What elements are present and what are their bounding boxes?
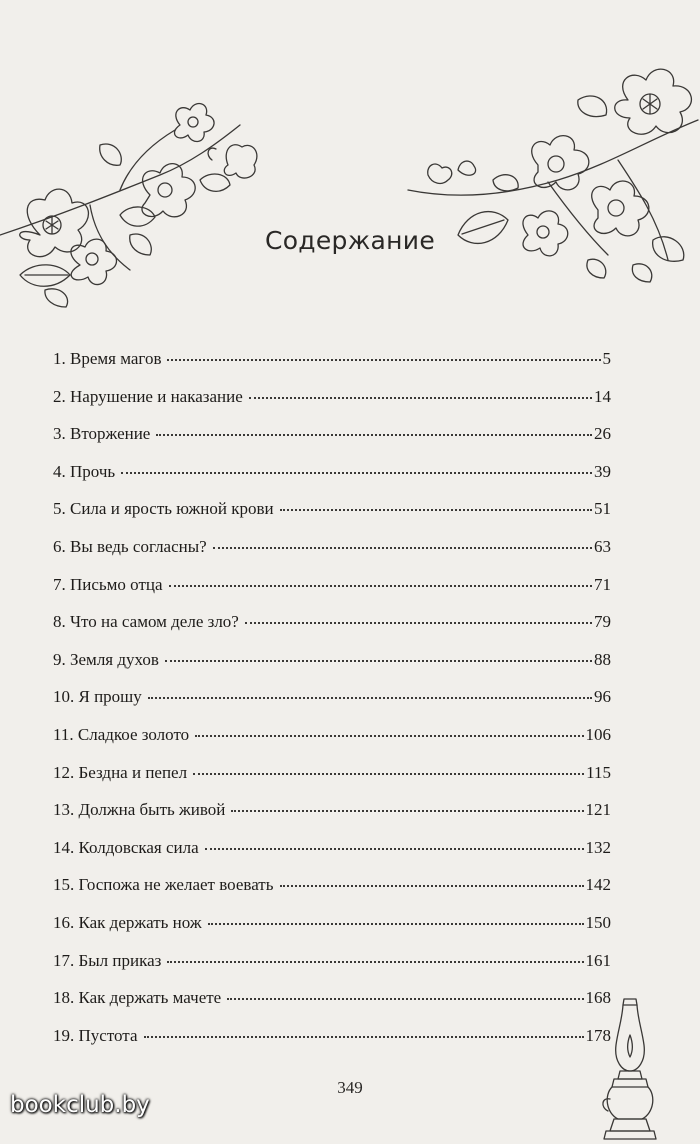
toc-entry-title: Как держать нож bbox=[78, 912, 202, 932]
toc-entry-page: 121 bbox=[585, 800, 611, 820]
toc-entry-title: Вторжение bbox=[70, 424, 151, 444]
toc-entry-page: 14 bbox=[594, 386, 611, 406]
toc-entry-page: 161 bbox=[585, 950, 611, 970]
toc-entry-title: Сладкое золото bbox=[77, 724, 190, 744]
toc-leader-dots bbox=[213, 530, 592, 549]
toc-entry-number: 4. bbox=[53, 461, 66, 481]
toc-entry-page: 115 bbox=[586, 762, 611, 782]
toc-entry bbox=[53, 571, 611, 609]
toc-entry bbox=[53, 721, 611, 759]
toc-entry-title: Нарушение и наказание bbox=[70, 386, 243, 406]
toc-entry-title: Земля духов bbox=[70, 649, 159, 669]
toc-leader-dots bbox=[249, 380, 592, 399]
toc-entry bbox=[53, 1022, 611, 1060]
toc-entry-page: 63 bbox=[594, 536, 611, 556]
toc-entry-title: Что на самом деле зло? bbox=[70, 612, 239, 632]
toc-entry-page: 178 bbox=[585, 1025, 611, 1045]
toc-entry-page: 51 bbox=[594, 499, 611, 519]
toc-entry bbox=[53, 383, 611, 421]
toc-leader-dots bbox=[227, 981, 583, 1000]
toc-leader-dots bbox=[167, 342, 600, 361]
magnolia-branch-left-icon bbox=[0, 85, 270, 310]
toc-entry bbox=[53, 909, 611, 947]
toc-entry bbox=[53, 796, 611, 834]
toc-entry-title: Бездна и пепел bbox=[78, 762, 188, 782]
toc-entry-page: 5 bbox=[602, 349, 611, 368]
toc-entry-number: 15. bbox=[53, 875, 75, 895]
toc-entry-title: Время магов bbox=[70, 349, 162, 368]
oil-lamp-icon bbox=[600, 995, 660, 1143]
toc-entry-title: Прочь bbox=[70, 461, 116, 481]
toc-entry-page: 150 bbox=[585, 912, 611, 932]
toc-entry-page: 132 bbox=[585, 837, 611, 857]
toc-entry-title: Госпожа не желает воевать bbox=[78, 875, 274, 895]
toc-leader-dots bbox=[280, 492, 592, 511]
toc-entry-title: Был приказ bbox=[78, 950, 162, 970]
toc-entry-number: 5. bbox=[53, 499, 66, 519]
toc-entry-page: 71 bbox=[594, 574, 611, 594]
toc-leader-dots bbox=[144, 1019, 584, 1038]
toc-entry bbox=[53, 608, 611, 646]
toc-entry-number: 11. bbox=[53, 724, 74, 744]
toc-entry-number: 6. bbox=[53, 536, 66, 556]
toc-entry bbox=[53, 420, 611, 458]
toc-entry bbox=[53, 533, 611, 571]
toc-entry bbox=[53, 834, 611, 872]
toc-entry-title: Как держать мачете bbox=[78, 988, 222, 1008]
page-title: Содержание bbox=[264, 226, 436, 255]
toc-entry-title: Пустота bbox=[78, 1025, 138, 1045]
toc-entry-title: Письмо отца bbox=[70, 574, 163, 594]
toc-entry-number: 16. bbox=[53, 912, 75, 932]
toc-entry-number: 19. bbox=[53, 1025, 75, 1045]
table-of-contents bbox=[53, 345, 611, 1059]
toc-leader-dots bbox=[156, 417, 592, 436]
toc-entry bbox=[53, 947, 611, 985]
toc-entry-title: Колдовская сила bbox=[78, 837, 199, 857]
toc-entry-page: 39 bbox=[594, 461, 611, 481]
toc-leader-dots bbox=[280, 868, 584, 887]
toc-entry-title: Должна быть живой bbox=[78, 800, 226, 820]
toc-entry-page: 168 bbox=[585, 988, 611, 1008]
toc-entry-page: 96 bbox=[594, 687, 611, 707]
toc-entry-number: 2. bbox=[53, 386, 66, 406]
toc-entry-number: 13. bbox=[53, 800, 75, 820]
toc-leader-dots bbox=[167, 944, 583, 963]
toc-entry-page: 26 bbox=[594, 424, 611, 444]
toc-entry-number: 3. bbox=[53, 424, 66, 444]
toc-entry bbox=[53, 646, 611, 684]
toc-entry-page: 88 bbox=[594, 649, 611, 669]
toc-entry-number: 8. bbox=[53, 612, 66, 632]
toc-entry-number: 18. bbox=[53, 988, 75, 1008]
toc-entry bbox=[53, 458, 611, 496]
toc-entry-number: 12. bbox=[53, 762, 75, 782]
toc-leader-dots bbox=[169, 568, 592, 587]
toc-entry-page: 142 bbox=[585, 875, 611, 895]
toc-entry bbox=[53, 495, 611, 533]
toc-leader-dots bbox=[205, 831, 584, 850]
toc-leader-dots bbox=[208, 906, 584, 925]
toc-entry-number: 9. bbox=[53, 649, 66, 669]
toc-entry-number: 1. bbox=[53, 349, 66, 368]
toc-leader-dots bbox=[121, 455, 592, 474]
toc-entry bbox=[53, 345, 611, 383]
toc-entry-title: Вы ведь согласны? bbox=[70, 536, 207, 556]
toc-entry bbox=[53, 759, 611, 797]
toc-entry-title: Я прошу bbox=[78, 687, 142, 707]
toc-leader-dots bbox=[231, 793, 583, 812]
toc-leader-dots bbox=[165, 643, 592, 662]
toc-entry-number: 10. bbox=[53, 687, 75, 707]
page-number: 349 bbox=[337, 1078, 363, 1097]
toc-leader-dots bbox=[148, 680, 592, 699]
magnolia-branch-right-icon bbox=[398, 60, 700, 295]
toc-leader-dots bbox=[193, 756, 584, 775]
toc-entry-page: 79 bbox=[594, 612, 611, 632]
toc-leader-dots bbox=[195, 718, 583, 737]
toc-entry bbox=[53, 683, 611, 721]
toc-entry-number: 7. bbox=[53, 574, 66, 594]
toc-entry bbox=[53, 984, 611, 1022]
toc-entry bbox=[53, 871, 611, 909]
toc-entry-page: 106 bbox=[585, 724, 611, 744]
toc-entry-number: 17. bbox=[53, 950, 75, 970]
watermark: bookclub.by bbox=[10, 1092, 150, 1118]
toc-leader-dots bbox=[245, 605, 592, 624]
toc-entry-title: Сила и ярость южной крови bbox=[70, 499, 274, 519]
toc-entry-number: 14. bbox=[53, 837, 75, 857]
